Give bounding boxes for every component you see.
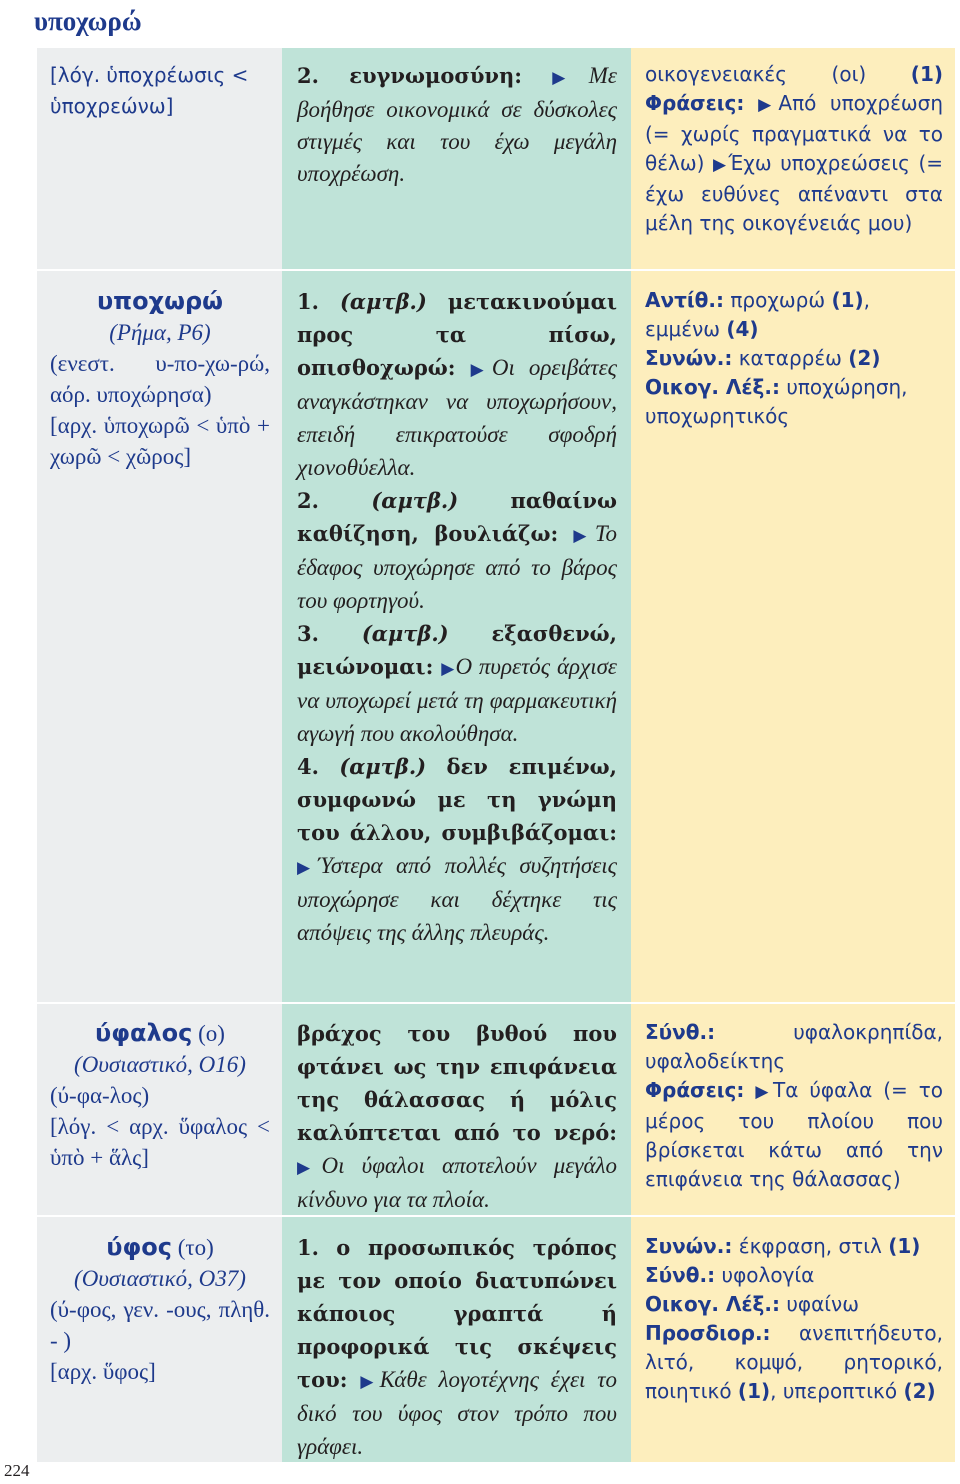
entry-2-forms: (ύ-φα-λος) [50, 1083, 150, 1108]
entry-1-definition-cell [297, 286, 617, 950]
qualifiers-ref: (1) [737, 1379, 771, 1403]
antonyms-ref: (1) [831, 288, 864, 312]
sense-number: 2. [297, 488, 319, 513]
entry-2-article: (ο) [198, 1021, 225, 1046]
synonyms-label: Συνών.: [645, 1234, 733, 1258]
entry-0-phrase-2: Έχω υποχρεώσεις (= έχω ευθύνες απέναντι στα μέλη της οικογένειάς μου) [645, 151, 944, 235]
entry-0-sense-2-number: 2. [297, 63, 319, 88]
word-family: υφαίνω [786, 1292, 859, 1316]
entry-1-etymology: [αρχ. ὑποχωρῶ < ὑπὸ + χωρῶ < χῶρος] [50, 413, 270, 469]
entry-2-definition: βράχος του βυθού που φτάνει ως την επιφάνεια της θάλασσας ή μόλις καλύπτεται από το νερό: [297, 1021, 617, 1145]
running-head: υποχωρώ [34, 6, 142, 36]
entry-0-phrase-1: Από υποχρέωση (= χωρίς πραγματικά να το θέλω) [645, 91, 944, 175]
entry-0-lemma-cell [50, 60, 270, 122]
phrase: Τα ύφαλα (= το μέρος του πλοίου που βρίσκεται κάτω από την επιφάνεια της θάλασσας) [645, 1078, 944, 1191]
compounds-label: Σύνθ.: [645, 1263, 716, 1287]
entry-3-sense-number: 1. [297, 1235, 319, 1260]
example-marker-icon: ▶ [441, 659, 456, 679]
antonyms: προχωρώ [730, 288, 826, 312]
grammar-note: (αμτβ.) [339, 289, 427, 314]
entry-1-forms: (ενεστ. υ-πο-χω-ρώ, αόρ. υποχώρησα) [50, 351, 270, 407]
synonyms: καταρρέω [738, 346, 842, 370]
antonyms: , εμμένω [645, 288, 870, 341]
sense-definition: παθαίνω καθίζηση, βουλιάζω: [297, 488, 617, 546]
entry-2-example: Οι ύφαλοι αποτελούν μεγάλο κίνδυνο για τα πλοία. [297, 1153, 617, 1212]
entry-1-lemma-cell [50, 286, 270, 472]
entry-2-related-cell [645, 1018, 943, 1194]
compounds: υφαλοκρηπίδα, υφαλοδείκτης [645, 1020, 943, 1073]
entry-3-etymology: [αρχ. ὕφος] [50, 1359, 156, 1384]
qualifiers: , υπεροπτικό [770, 1379, 898, 1403]
synonyms-label: Συνών.: [645, 346, 733, 370]
entry-2-part-of-speech: (Ουσιαστικό, Ο16) [74, 1052, 246, 1077]
entry-3-article: (το) [177, 1235, 214, 1260]
entry-1-sense [297, 485, 617, 618]
row-divider [37, 269, 955, 271]
compounds: υφολογία [721, 1263, 815, 1287]
entry-0-lead: οικογενειακές (οι) [645, 62, 867, 86]
grammar-note: (αμτβ.) [361, 621, 449, 646]
grammar-note: (αμτβ.) [371, 488, 459, 513]
qualifiers-label: Προσδιορ.: [645, 1321, 771, 1345]
entry-2-lemma: ύφαλος [95, 1019, 193, 1047]
sense-example: Το έδαφος υποχώρησε από το βάρος του φορτηγού. [297, 521, 618, 613]
entry-0-definition-cell [297, 60, 617, 190]
entry-1-sense [297, 618, 617, 751]
example-marker-icon: ▶ [573, 526, 595, 546]
entry-0-sense-2-example: Με βοήθησε οικονομικά σε δύσκολες στιγμές και του έχω μεγάλη υποχρέωση. [297, 63, 617, 186]
entry-1-lemma: υποχωρώ [96, 287, 224, 315]
word-family-label: Οικογ. Λέξ.: [645, 1292, 780, 1316]
row-divider [37, 1002, 955, 1004]
antonyms-ref: (4) [726, 317, 759, 341]
entry-0-phrases-label: Φράσεις: [645, 91, 745, 115]
sense-number: 4. [297, 754, 319, 779]
entry-3-part-of-speech: (Ουσιαστικό, Ο37) [74, 1266, 246, 1291]
sense-definition: μετακινούμαι προς τα πίσω, οπισθοχωρώ: [297, 289, 617, 380]
compounds-label: Σύνθ.: [645, 1020, 716, 1044]
entry-1-sense [297, 751, 617, 950]
word-family-label: Οικογ. Λέξ.: [645, 375, 780, 399]
entry-0-lead-ref: (1) [910, 62, 943, 86]
entry-2-definition-cell [297, 1018, 617, 1217]
example-marker-icon: ▶ [758, 95, 779, 115]
entry-0-related-cell [645, 60, 943, 238]
example-marker-icon: ▶ [297, 1158, 322, 1178]
word-family: υποχώρηση, υποχωρητικός [645, 375, 908, 428]
entry-2-lemma-cell [50, 1018, 270, 1173]
entry-3-forms: (ύ-φος, γεν. -ους, πληθ. - ) [50, 1297, 270, 1353]
example-marker-icon: ▶ [470, 360, 492, 380]
entry-3-definition-cell [297, 1232, 617, 1464]
phrases-label: Φράσεις: [645, 1078, 745, 1102]
sense-example: Ύστερα από πολλές συζητήσεις υποχώρησε και δέχτηκε τις απόψεις της άλλης πλευράς. [297, 853, 617, 945]
sense-definition: εξασθενώ, μειώνομαι: [297, 621, 617, 679]
entry-1-part-of-speech: (Ρήμα, Ρ6) [109, 320, 211, 345]
example-marker-icon: ▶ [297, 858, 318, 878]
entry-0-sense-2-definition: ευγνωμοσύνη: [349, 63, 522, 88]
entry-3-definition: ο προσωπικός τρόπος με τον οποίο διατυπώνει κάποιος γραπτά ή προφορικά τις σκέψεις του: [297, 1235, 617, 1392]
entry-3-lemma: ύφος [106, 1233, 172, 1261]
synonyms-ref: (1) [888, 1234, 921, 1258]
qualifiers: ανεπιτήδευτο, λιτό, κομψό, ρητορικό, ποιητικό [645, 1321, 943, 1403]
entry-0-etymology: [λόγ. ὑποχρέωσις < ὑποχρεώνω] [50, 63, 249, 118]
entry-1-sense [297, 286, 617, 485]
grammar-note: (αμτβ.) [339, 754, 427, 779]
sense-number: 1. [297, 289, 319, 314]
example-marker-icon: ▶ [713, 155, 729, 175]
qualifiers-ref: (2) [903, 1379, 936, 1403]
sense-number: 3. [297, 621, 319, 646]
entry-3-example: Κάθε λογοτέχνης έχει το δικό του ύφος στον τρόπο που γράφει. [297, 1367, 617, 1459]
entry-1-related-cell [645, 286, 943, 431]
antonyms-label: Αντίθ.: [645, 288, 724, 312]
entry-3-related-cell [645, 1232, 943, 1406]
example-marker-icon: ▶ [360, 1372, 380, 1392]
entry-3-lemma-cell [50, 1232, 270, 1387]
example-marker-icon: ▶ [755, 1082, 774, 1102]
synonyms-ref: (2) [848, 346, 881, 370]
sense-example: Ο πυρετός άρχισε να υποχωρεί μετά τη φαρμακευτική αγωγή που ακολούθησα. [297, 654, 617, 746]
synonyms: έκφραση, στιλ [738, 1234, 882, 1258]
sense-example: Οι ορειβάτες αναγκάστηκαν να υποχωρήσουν, επειδή επικρατούσε σφοδρή χιονοθύελλα. [297, 355, 617, 480]
entry-2-etymology: [λόγ. < αρχ. ὕφαλος < ὑπὸ + ἅλς] [50, 1114, 270, 1170]
page-number: 224 [4, 1461, 30, 1480]
example-marker-icon: ▶ [552, 68, 589, 88]
sense-definition: δεν επιμένω, συμφωνώ με τη γνώμη του άλλου, συμβιβάζομαι: [297, 754, 617, 845]
